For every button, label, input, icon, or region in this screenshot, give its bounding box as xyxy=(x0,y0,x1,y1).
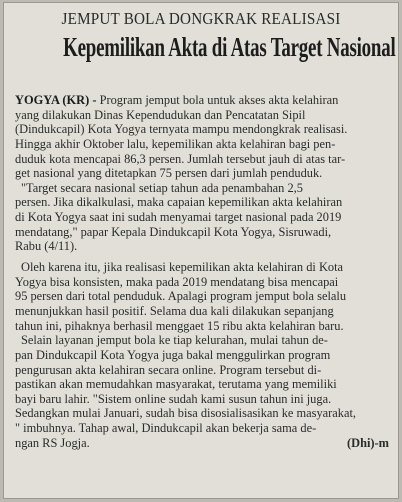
article-body xyxy=(15,93,391,450)
article-line: Rabu (4/11). xyxy=(15,239,78,254)
article-line: Yogya bisa konsisten, maka pada 2019 mendatang bisa mencapai xyxy=(15,274,339,289)
article-line: get nasional yang ditetapkan 75 persen dari jumlah penduduk. xyxy=(15,166,323,181)
article-line: tahun ini, pihaknya berhasil menggaet 15 ribu akta kelahiran baru. xyxy=(15,318,344,333)
article-line: persen. Jika dikalkulasi, maka capaian kepemilikan akta kelahiran xyxy=(15,195,343,210)
article-line: bayi baru lahir. "Sistem online sudah kami susun tahun ini juga. xyxy=(15,391,332,406)
article-line: ngan RS Jogja. (Dhi)-m xyxy=(15,435,389,450)
article-line: Hingga akhir Oktober lalu, kepemilikan akta kelahiran bagi pen- xyxy=(15,136,336,151)
article-line: di Kota Yogya saat ini sudah menyamai target nasional pada 2019 xyxy=(15,210,342,225)
article-line: yang dilakukan Dinas Kependudukan dan Pencatatan Sipil xyxy=(15,107,306,122)
article-kicker: JEMPUT BOLA DONGKRAK REALISASI xyxy=(61,9,341,28)
newspaper-clipping xyxy=(3,2,399,499)
article-line: Selain layanan jemput bola ke tiap kelurahan, mulai tahun de- xyxy=(21,333,328,348)
article-line: Oleh karena itu, jika realisasi kepemilikan akta kelahiran di Kota xyxy=(21,260,344,275)
article-line: 95 persen dari total penduduk. Apalagi program jemput bola selalu xyxy=(15,289,347,304)
article-byline: (Dhi)-m xyxy=(347,435,389,450)
article-line: pastikan akan memudahkan masyarakat, terutama yang memiliki xyxy=(15,377,337,392)
article-line: YOGYA (KR) - Program jemput bola untuk akses akta kelahiran xyxy=(15,93,339,107)
article-line: Sedangkan mulai Januari, sudah bisa disosialisasikan ke masyarakat, xyxy=(15,406,357,421)
article-line: mendatang," papar Kepala Dindukcapil Kota Yogya, Sisruwadi, xyxy=(15,224,332,239)
article-line: (Dindukcapil) Kota Yogya ternyata mampu mendongkrak realisasi. xyxy=(15,122,348,137)
article-line: "Target secara nasional setiap tahun ada penambahan 2,5 xyxy=(21,180,303,195)
article-line: " imbuhnya. Tahap awal, Dindukcapil akan bekerja sama de- xyxy=(15,421,317,436)
article-line: menunjukkan hasil positif. Selama dua kali dilakukan sepanjang xyxy=(15,303,334,318)
article-line: pengurusan akta kelahiran secara online. Program tersebut di- xyxy=(15,362,322,377)
article-dateline: YOGYA (KR) - xyxy=(15,93,97,107)
article-headline: Kepemilikan Akta di Atas Target Nasional xyxy=(63,32,396,62)
article-line: duduk kota mencapai 86,3 persen. Jumlah tersebut jauh di atas tar- xyxy=(15,151,346,166)
article-line: pan Dindukcapil Kota Yogya juga bakal menggulirkan program xyxy=(15,347,331,362)
